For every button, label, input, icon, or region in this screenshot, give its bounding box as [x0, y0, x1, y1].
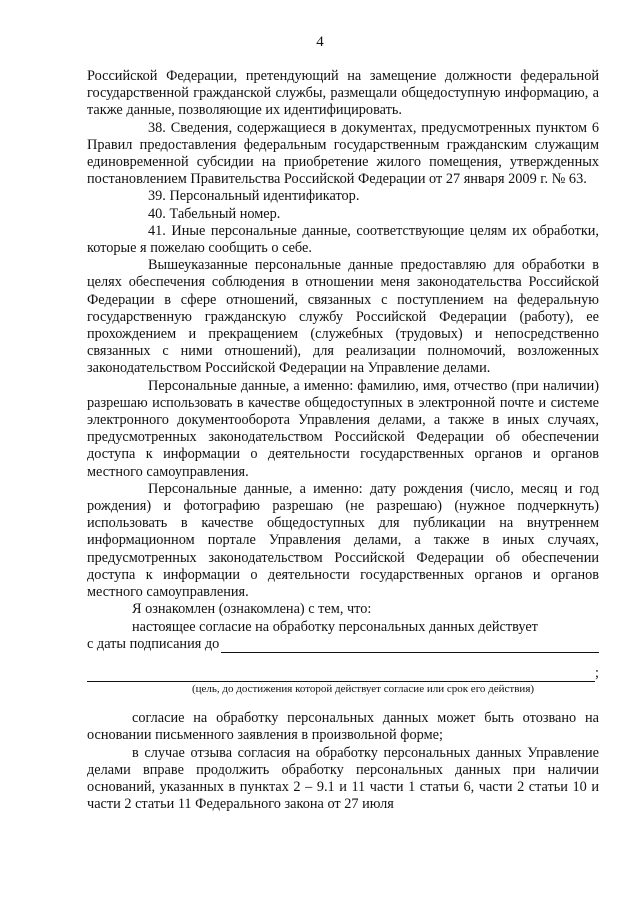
paragraph-public-name: Персональные данные, а именно: фамилию, имя, отчество (при наличии) разрешаю использовать в качестве общедоступных в электронной почте и системе электронного документооборота Управления делами, а также в иных случаях, предусмотренных законодательством Российской Федерации об обеспечении доступа к информации о деятельности государственных органов и органов местного самоуправления.	[87, 377, 599, 480]
line-end-semicolon: ;	[595, 664, 599, 681]
paragraph-continue-processing: в случае отзыва согласия на обработку персональных данных Управление делами вправе продолжить обработку персональных данных при наличии оснований, указанных в пунктах 2 – 9.1 и 11 части 1 статьи 6, части 2 статьи 10 и части 2 статьи 11 Федерального закона от 27 июля	[87, 744, 599, 813]
validity-date-row	[87, 636, 599, 653]
paragraph-item-40: 40. Табельный номер.	[148, 205, 281, 222]
paragraph-purpose: Вышеуказанные персональные данные предоставляю для обработки в целях обеспечения соблюдения в отношении меня законодательства Российской Федерации в сфере отношений, связанных с поступлением на федеральную государственную гражданскую службу Российской Федерации (работу), ее прохождением и прекращением (служебных (трудовых) и непосредственно связанных с ними отношений), для реализации полномочий, возложенных законодательством Российской Федерации на Управление делами.	[87, 257, 599, 377]
paragraph-item-41: 41. Иные персональные данные, соответствующие целям их обработки, которые я пожелаю сообщить о себе.	[87, 222, 599, 257]
validity-until-field[interactable]	[221, 639, 599, 653]
paragraph-acknowledged: Я ознакомлен (ознакомлена) с тем, что:	[132, 601, 372, 618]
paragraph-validity: настоящее согласие на обработку персональных данных действует	[132, 618, 538, 635]
page-number: 4	[316, 34, 324, 50]
validity-from-label: с даты подписания до	[87, 635, 220, 652]
paragraph-item-39: 39. Персональный идентификатор.	[148, 188, 360, 205]
paragraph-item-38: 38. Сведения, содержащиеся в документах, предусмотренных пунктом 6 Правил предоставления федеральным государственным гражданским служащим единовременной субсидии на приобретение жилого помещения, утвержденных постановлением Правительства Российской Федерации от 27 января 2009 г. № 63.	[87, 119, 599, 188]
paragraph-continuation: Российской Федерации, претендующий на замещение должности федеральной государственной гражданской службы, размещали общедоступную информацию, а также данные, позволяющие их идентифицировать.	[87, 68, 599, 119]
paragraph-revoke: согласие на обработку персональных данных может быть отозвано на основании письменного заявления в произвольной форме;	[87, 710, 599, 744]
paragraph-public-birthdate-photo: Персональные данные, а именно: дату рождения (число, месяц и год рождения) и фотографию разрешаю (не разрешаю) (нужное подчеркнуть) использовать в качестве общедоступных для публикации на внутреннем информационном портале Управления делами, а также в иных случаях, предусмотренных законодательством Российской Федерации об обеспечении доступа к информации о деятельности государственных органов и органов местного самоуправления.	[87, 480, 599, 601]
purpose-term-caption: (цель, до достижения которой действует согласие или срок его действия)	[191, 683, 535, 696]
document-body	[87, 68, 599, 813]
purpose-term-field[interactable]	[87, 668, 595, 682]
purpose-term-row	[87, 665, 599, 682]
